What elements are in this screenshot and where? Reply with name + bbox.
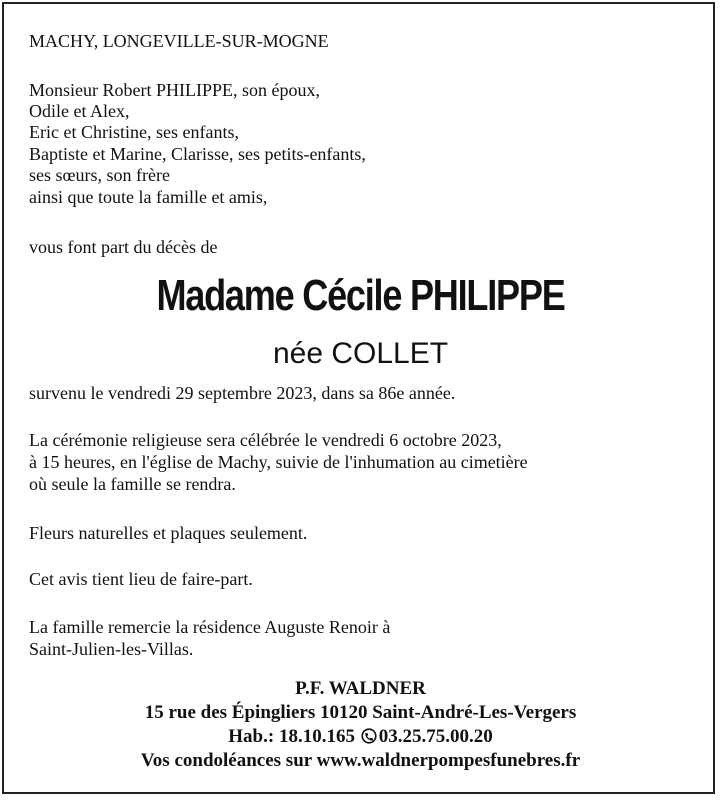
license-number: Hab.: 18.10.165 — [228, 726, 355, 747]
family-line-4: Baptiste et Marine, Clarisse, ses petits-enfants, — [29, 144, 366, 164]
thanks-line-1: La famille remercie la résidence Auguste Renoir à — [29, 617, 391, 637]
condolences-link-text: Vos condoléances sur www.waldnerpompesfunebres.fr — [140, 750, 581, 771]
funeral-home-address: 15 rue des Épingliers 10120 Saint-André-Les-Vergers — [144, 702, 577, 723]
deceased-name: Madame Cécile PHILIPPE — [156, 271, 565, 320]
phone-icon — [360, 727, 378, 743]
family-line-3: Eric et Christine, ses enfants, — [29, 122, 239, 142]
ceremony-line-3: où seule la famille se rendra. — [29, 474, 236, 494]
funeral-home-name: P.F. WALDNER — [295, 678, 426, 699]
phone-number: 03.25.75.00.20 — [378, 726, 493, 747]
death-info: survenu le vendredi 29 septembre 2023, dans sa 86e année. — [29, 383, 456, 403]
notice-note: Cet avis tient lieu de faire-part. — [29, 569, 253, 589]
locality-header: MACHY, LONGEVILLE-SUR-MOGNE — [29, 31, 329, 51]
flowers-note: Fleurs naturelles et plaques seulement. — [29, 523, 308, 543]
family-line-5: ses sœurs, son frère — [29, 165, 170, 185]
family-line-1: Monsieur Robert PHILIPPE, son époux, — [29, 80, 320, 100]
family-line-6: ainsi que toute la famille et amis, — [29, 187, 268, 207]
ceremony-line-2: à 15 heures, en l'église de Machy, suivie de l'inhumation au cimetière — [29, 452, 528, 472]
announcement-text: vous font part du décès de — [29, 237, 218, 257]
family-line-2: Odile et Alex, — [29, 101, 130, 121]
funeral-home-contact — [0, 725, 721, 748]
maiden-name: née COLLET — [272, 337, 449, 370]
thanks-line-2: Saint-Julien-les-Villas. — [29, 639, 194, 659]
ceremony-line-1: La cérémonie religieuse sera célébrée le vendredi 6 octobre 2023, — [29, 430, 502, 450]
